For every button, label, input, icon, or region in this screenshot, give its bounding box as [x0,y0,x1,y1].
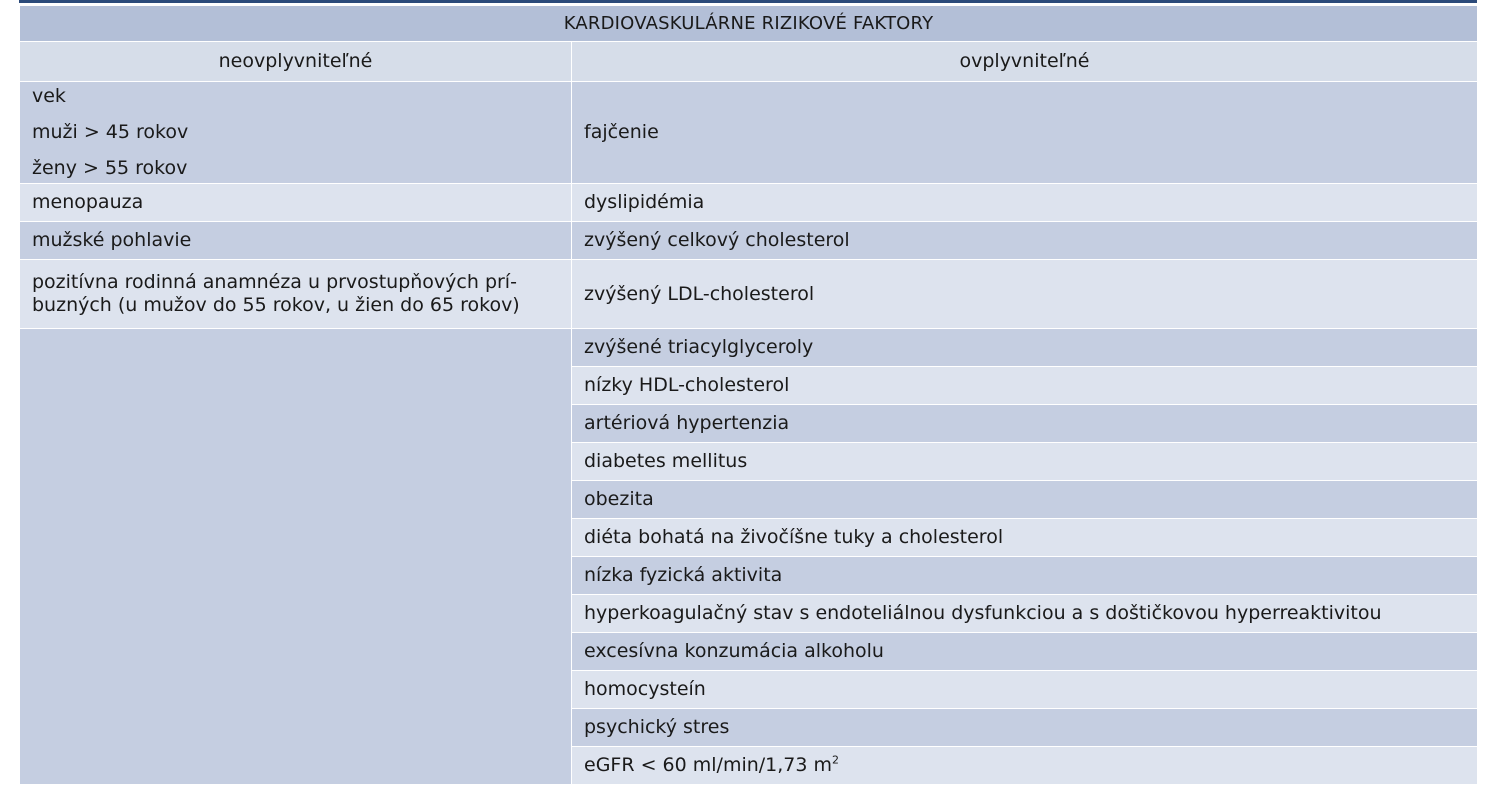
cell-right: hyperkoagulačný stav s endoteliálnou dysfunkciou a s doštičkovou hyperreaktivitou [572,595,1478,633]
cell-line: buzných (u mužov do 55 rokov, u žien do 65 rokov) [32,294,520,316]
cell-right: zvýšený LDL-cholesterol [572,260,1478,329]
cell-line: vek [32,85,66,107]
cell-right: zvýšené triacylglyceroly [572,329,1478,367]
cell-right: psychický stres [572,709,1478,747]
cell-empty [20,329,572,785]
cell-menopauza: menopauza [20,184,572,222]
cell-right: nízky HDL-cholesterol [572,367,1478,405]
cell-line: pozitívna rodinná anamnéza u prvostupňových prí- [32,271,517,293]
cell-right: nízka fyzická aktivita [572,557,1478,595]
cell-pohlavie: mužské pohlavie [20,222,572,260]
cell-anamneza [20,260,572,329]
table-header-row [20,42,1478,82]
table-row [20,82,1478,184]
cell-egfr [572,747,1478,785]
risk-factors-table [19,5,1478,785]
cell-vek [20,82,572,184]
header-neovplyvnitelne: neovplyvniteľné [20,42,572,82]
cell-right: diéta bohatá na živočíšne tuky a cholesterol [572,519,1478,557]
table-row [20,329,1478,367]
cell-right: homocysteín [572,671,1478,709]
cell-right: fajčenie [572,82,1478,184]
cell-right: obezita [572,481,1478,519]
table-row [20,184,1478,222]
table-row [20,260,1478,329]
table-title-row [20,6,1478,42]
table-row [20,222,1478,260]
cell-line: ženy > 55 rokov [32,157,188,179]
top-rule [19,0,1477,3]
table-title: KARDIOVASKULÁRNE RIZIKOVÉ FAKTORY [20,6,1478,42]
cell-right: dyslipidémia [572,184,1478,222]
cell-right: diabetes mellitus [572,443,1478,481]
egfr-text: eGFR < 60 ml/min/1,73 m [584,754,833,776]
cell-right: zvýšený celkový cholesterol [572,222,1478,260]
header-ovplyvnitelne: ovplyvniteľné [572,42,1478,82]
egfr-superscript: 2 [832,753,840,767]
cell-right: excesívna konzumácia alkoholu [572,633,1478,671]
cell-line: muži > 45 rokov [32,121,189,143]
cell-right: artériová hypertenzia [572,405,1478,443]
